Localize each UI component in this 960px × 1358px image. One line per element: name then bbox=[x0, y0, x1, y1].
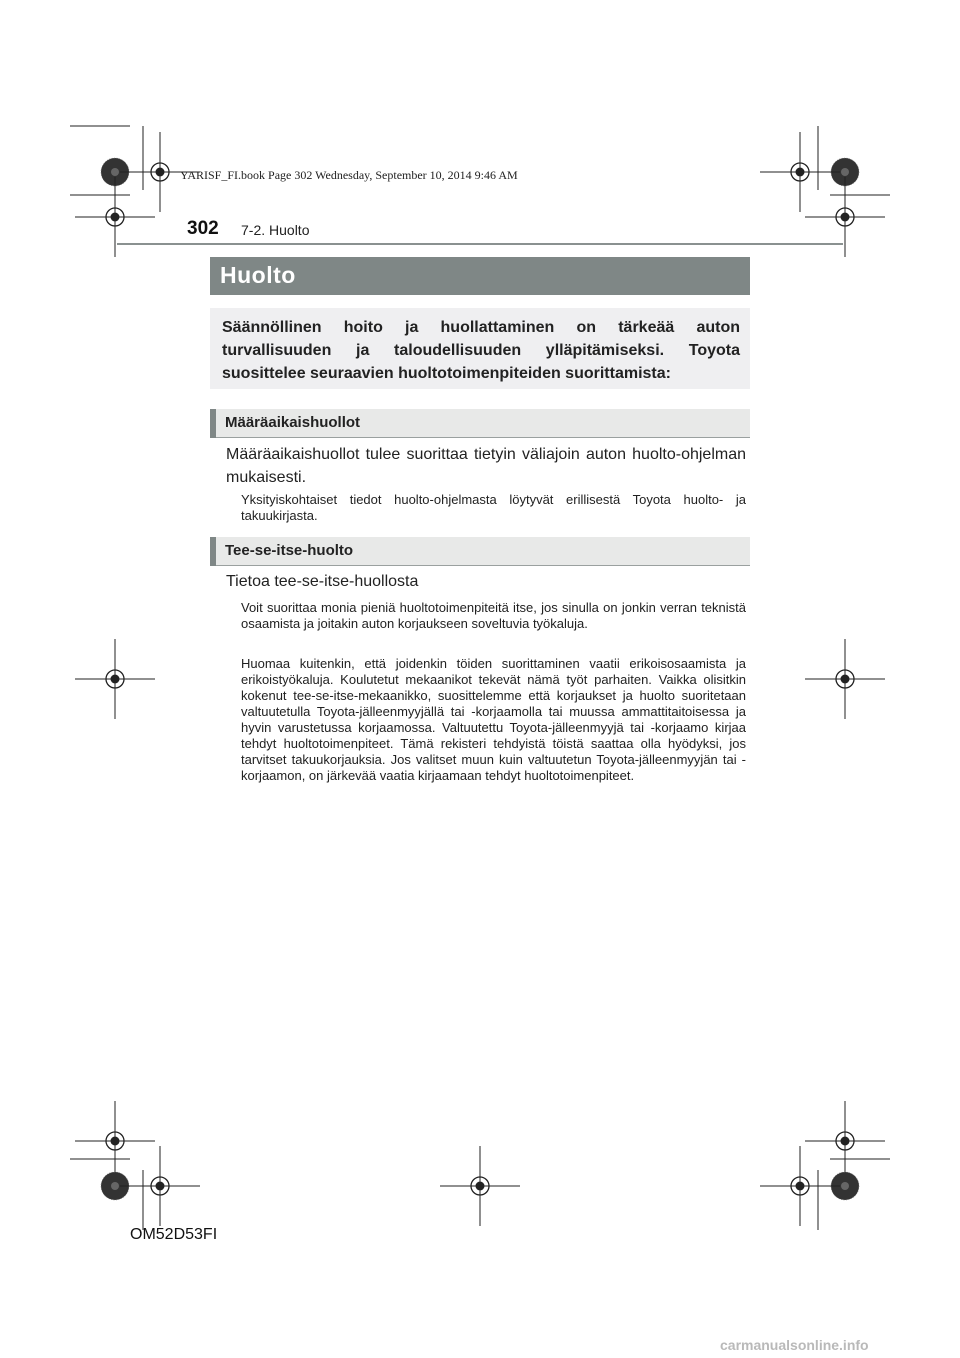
document-code: OM52D53FI bbox=[130, 1226, 218, 1243]
crop-mark-top-left bbox=[70, 126, 200, 257]
intro-text: Säännöllinen hoito ja huollattaminen on tärkeää auton turvallisuuden ja taloudellisuuden ylläpitämiseksi. Toyota suosittelee seuraavien huoltotoimenpiteiden suorittamista: bbox=[222, 319, 740, 382]
watermark: carmanualsonline.info bbox=[720, 1337, 869, 1353]
crop-mark-top-right bbox=[760, 126, 890, 257]
section-body: Määräaikaishuollot tulee suorittaa tietyin väliajoin auton huolto-ohjelman mukaisesti. bbox=[226, 446, 746, 486]
section-heading-bar bbox=[210, 409, 216, 438]
page-title-banner bbox=[210, 257, 750, 295]
section-note: Huomaa kuitenkin, että joidenkin töiden suorittaminen vaatii erikoisosaamista ja erikoistyökaluja. Koulutetut mekaanikot tekevät nämä työt parhaiten. Vaikka olisitkin kokenut tee-se-itse-mekaanikko, suosittelemme että korjaukset ja huolto suoritetaan valtuutetulla Toyota-jälleenmyyjällä tai -korjaamolla tai muussa ammattitaitoisessa ja hyvin varustetussa korjaamossa. Valtuutettu Toyota-jälleenmyyjä tai -korjaamo kirjaa tehdyt huoltotoimenpiteet. Tämä rekisteri tehdyistä töistä saattaa olla hyödyksi, jos tarvitset takuukorjauksia. Jos valitset muun kuin valtuutetun Toyota-jälleenmyyjän tai -korjaamon, on järkevää vaatia kirjaamaan tehdyt huoltotoimenpiteet. bbox=[241, 656, 746, 783]
section-heading-label: Määräaikaishuollot bbox=[225, 414, 361, 431]
section-reference: 7-2. Huolto bbox=[241, 222, 310, 238]
crop-mark-bottom-center bbox=[440, 1146, 520, 1226]
page-number: 302 bbox=[187, 218, 219, 239]
section-heading-bar bbox=[210, 537, 216, 566]
crop-mark-bottom-left bbox=[70, 1101, 200, 1230]
crop-mark-bottom-right bbox=[760, 1101, 890, 1230]
section-note: Voit suorittaa monia pieniä huoltotoimenpiteitä itse, jos sinulla on jonkin verran teknistä osaamista ja joitakin auton korjaukseen soveltuvia työkaluja. bbox=[241, 600, 746, 631]
section-body: Tietoa tee-se-itse-huollosta bbox=[226, 573, 419, 590]
book-info: YARISF_FI.book Page 302 Wednesday, September 10, 2014 9:46 AM bbox=[180, 168, 518, 182]
crop-mark-mid-left bbox=[75, 639, 155, 719]
intro-box bbox=[210, 308, 750, 389]
section-heading-tee-se-itse-huolto bbox=[210, 537, 750, 566]
section-note: Yksityiskohtaiset tiedot huolto-ohjelmasta löytyvät erillisestä Toyota huolto- ja takuukirjasta. bbox=[241, 492, 746, 523]
page-title: Huolto bbox=[220, 262, 296, 288]
section-heading-maaraaikaishuollot bbox=[210, 409, 750, 438]
header-rule bbox=[117, 243, 843, 245]
section-heading-label: Tee-se-itse-huolto bbox=[225, 542, 354, 559]
crop-mark-mid-right bbox=[805, 639, 885, 719]
